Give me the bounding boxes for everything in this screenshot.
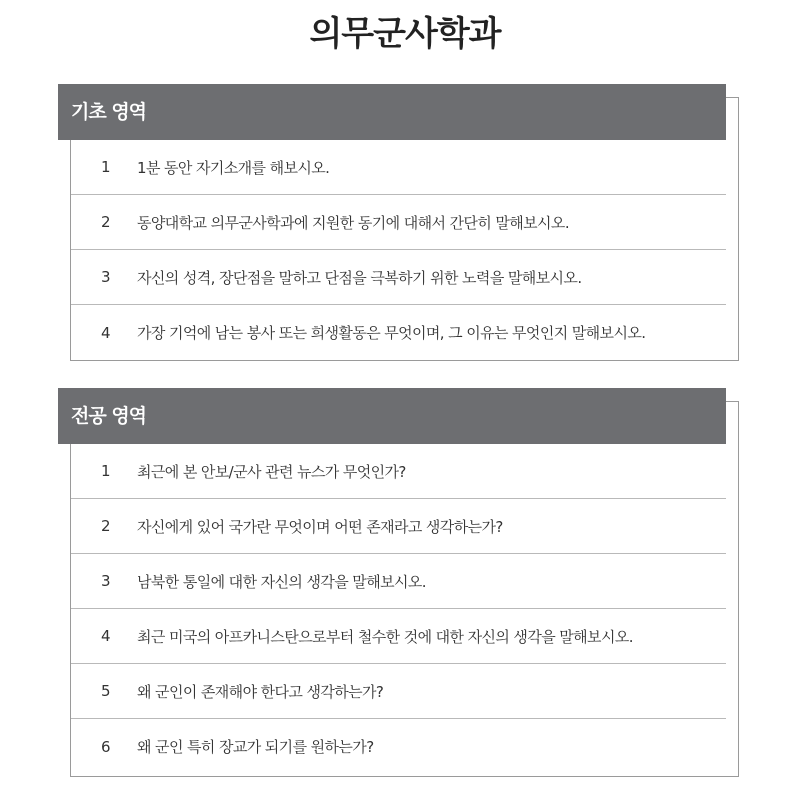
question-item — [71, 444, 726, 499]
question-text: 왜 군인 특히 장교가 되기를 원하는가? — [137, 738, 374, 756]
section-major — [58, 388, 740, 777]
question-number: 5 — [101, 682, 110, 700]
section-basic — [58, 84, 740, 361]
question-item — [71, 250, 726, 305]
question-number: 1 — [101, 158, 110, 176]
question-number: 6 — [101, 737, 110, 756]
page-title: 의무군사학과 — [309, 14, 501, 54]
question-item — [71, 554, 726, 609]
section-major-header: 전공 영역 — [58, 388, 726, 444]
question-text: 최근에 본 안보/군사 관련 뉴스가 무엇인가? — [137, 462, 406, 481]
question-number: 3 — [101, 572, 110, 590]
question-number: 3 — [101, 268, 110, 286]
question-text: 동양대학교 의무군사학과에 지원한 동기에 대해서 간단히 말해보시오. — [137, 213, 569, 232]
section-basic-question-list — [71, 140, 726, 360]
question-text: 최근 미국의 아프카니스탄으로부터 철수한 것에 대한 자신의 생각을 말해보시오. — [137, 627, 633, 646]
question-number: 4 — [101, 323, 110, 342]
question-item — [71, 719, 726, 774]
question-item — [71, 664, 726, 719]
question-number: 2 — [101, 517, 110, 535]
question-text: 왜 군인이 존재해야 한다고 생각하는가? — [137, 682, 384, 701]
question-text: 자신에게 있어 국가란 무엇이며 어떤 존재라고 생각하는가? — [137, 517, 503, 536]
question-item — [71, 609, 726, 664]
question-item — [71, 195, 726, 250]
question-number: 4 — [101, 627, 110, 645]
section-major-question-list — [71, 444, 726, 774]
section-basic-header: 기초 영역 — [58, 84, 726, 140]
question-number: 1 — [101, 462, 110, 480]
question-text: 자신의 성격, 장단점을 말하고 단점을 극복하기 위한 노력을 말해보시오. — [137, 268, 582, 287]
question-text: 가장 기억에 남는 봉사 또는 희생활동은 무엇이며, 그 이유는 무엇인지 말해보시오. — [137, 324, 646, 342]
question-text: 남북한 통일에 대한 자신의 생각을 말해보시오. — [137, 572, 426, 591]
question-number: 2 — [101, 213, 110, 231]
question-text: 1분 동안 자기소개를 해보시오. — [137, 158, 330, 177]
question-item — [71, 499, 726, 554]
question-item — [71, 140, 726, 195]
question-item — [71, 305, 726, 360]
